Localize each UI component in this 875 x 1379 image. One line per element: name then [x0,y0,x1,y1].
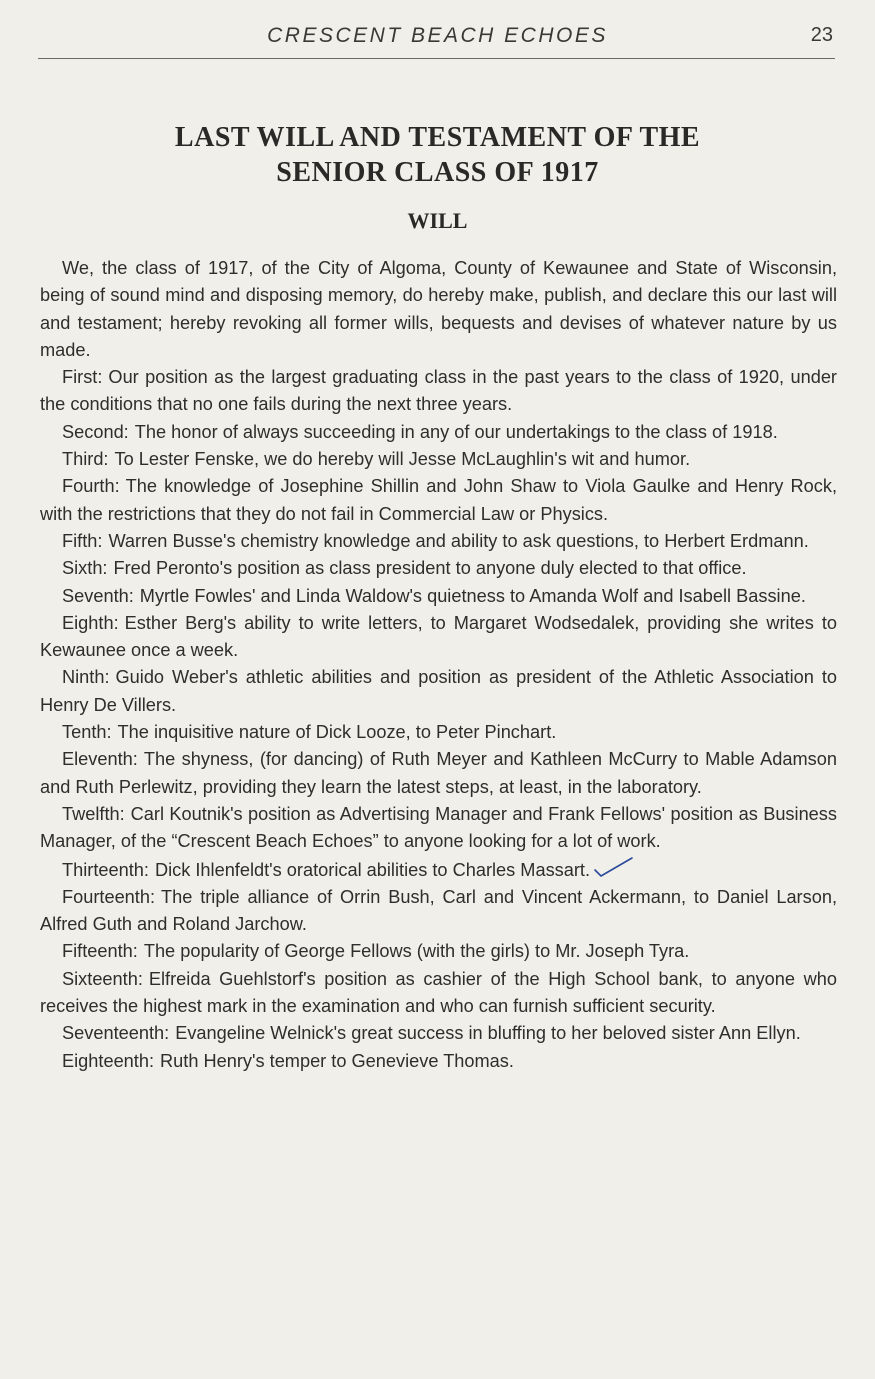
bequest-label: Fifteenth: [62,941,138,962]
bequest-text: Fred Peronto's position as class president to anyone duly elected to that office. [113,558,747,579]
bequest-text: The triple alliance of Orrin Bush, Carl and Vincent Ackermann, to Daniel Larson, Alfred Guth and Roland Jarchow. [40,886,837,935]
bequest-text: The popularity of George Fellows (with the girls) to Mr. Joseph Tyra. [143,941,690,962]
bequest-label: Sixteenth: [62,968,143,989]
bequest-text: Our position as the largest graduating class in the past years to the class of 1920, under the conditions that no one fails during the next three years. [40,367,837,415]
running-head [38,22,837,54]
bequest-text: Carl Koutnik's position as Advertising Manager and Frank Fellows' position as Business Manager, of the “Crescent Beach Echoes” to anyone looking for a lot of work. [40,803,837,852]
bequest-text: Dick Ihlenfeldt's oratorical abilities to Charles Massart. [154,859,591,880]
checkmark-icon [592,856,634,878]
running-title: CRESCENT BEACH ECHOES [267,24,608,47]
bequest-sixth [40,555,837,582]
bequest-label: Eighth: [62,612,119,633]
header-rule [38,58,835,59]
bequest-text: The honor of always succeeding in any of our undertakings to the class of 1918. [134,421,778,442]
bequest-fourth [40,473,837,528]
bequest-text: Elfreida Guehlstorf's position as cashier of the High School bank, to anyone who receives the highest mark in the examination and who can furnish sufficient security. [40,968,837,1017]
bequest-first [40,364,837,419]
bequest-label: Twelfth: [62,803,125,824]
bequest-fifteenth [40,938,837,965]
bequest-text: The inquisitive nature of Dick Looze, to Peter Pinchart. [117,722,557,743]
bequest-label: Fourth: [62,476,120,497]
bequest-label: Third: [62,449,109,470]
bequest-twelfth [40,801,837,856]
bequest-text: Myrtle Fowles' and Linda Waldow's quietness to Amanda Wolf and Isabell Bassine. [139,585,806,606]
section-heading: WILL [407,208,468,233]
bequest-label: Thirteenth: [62,859,149,880]
bequest-tenth [40,719,837,746]
bequest-label: Seventh: [62,585,134,606]
bequest-eighteenth [40,1048,837,1075]
will-body [40,255,837,1075]
bequest-text: Esther Berg's ability to write letters, to Margaret Wodsedalek, providing she writes to Kewaunee once a week. [40,612,837,661]
bequest-label: Fourteenth: [62,886,156,907]
bequest-thirteenth [40,856,837,884]
page-title [0,120,875,190]
bequest-ninth [40,664,837,719]
bequest-text: The knowledge of Josephine Shillin and John Shaw to Viola Gaulke and Henry Rock, with the restrictions that they do not fail in Commercial Law or Physics. [40,476,837,524]
bequest-text: Guido Weber's athletic abilities and position as president of the Athletic Association to Henry De Villers. [40,667,837,715]
bequest-text: Evangeline Welnick's great success in bluffing to her beloved sister Ann Ellyn. [175,1023,801,1044]
bequest-seventh [40,583,837,610]
bequest-text: Ruth Henry's temper to Genevieve Thomas. [160,1050,514,1071]
bequest-second [40,419,837,446]
bequest-label: Ninth: [62,667,110,688]
bequest-text: To Lester Fenske, we do hereby will Jesse McLaughlin's wit and humor. [114,449,691,470]
bequest-label: Tenth: [62,722,112,743]
title-line-2: SENIOR CLASS OF 1917 [276,157,599,188]
title-line-1: LAST WILL AND TESTAMENT OF THE [174,122,701,153]
bequest-eleventh [40,746,837,801]
bequest-seventeenth [40,1020,837,1047]
bequest-label: Eighteenth: [62,1050,155,1071]
bequest-label: Sixth: [62,558,108,579]
bequest-text: The shyness, (for dancing) of Ruth Meyer and Kathleen McCurry to Mable Adamson and Ruth Perlewitz, providing they learn the latest steps, at least, in the laboratory. [40,749,837,797]
bequest-fifth [40,528,837,555]
bequest-sixteenth [40,966,837,1021]
bequest-text: Warren Busse's chemistry knowledge and ability to ask questions, to Herbert Erdmann. [108,530,809,551]
bequest-label: First: [62,367,103,388]
bequest-third [40,446,837,473]
bequest-eighth [40,610,837,665]
bequest-label: Eleventh: [62,749,138,770]
bequest-label: Fifth: [62,530,103,551]
bequest-label: Second: [62,421,129,442]
preamble-paragraph: We, the class of 1917, of the City of Algoma, County of Kewaunee and State of Wisconsin, being of sound mind and disposing memory, do hereby make, publish, and declare this our last will and testament; hereby revoking all former wills, bequests and devises of whatever nature by us made. [40,258,837,360]
bequest-label: Seventeenth: [62,1023,170,1044]
page-number: 23 [810,24,833,46]
bequest-fourteenth [40,884,837,939]
